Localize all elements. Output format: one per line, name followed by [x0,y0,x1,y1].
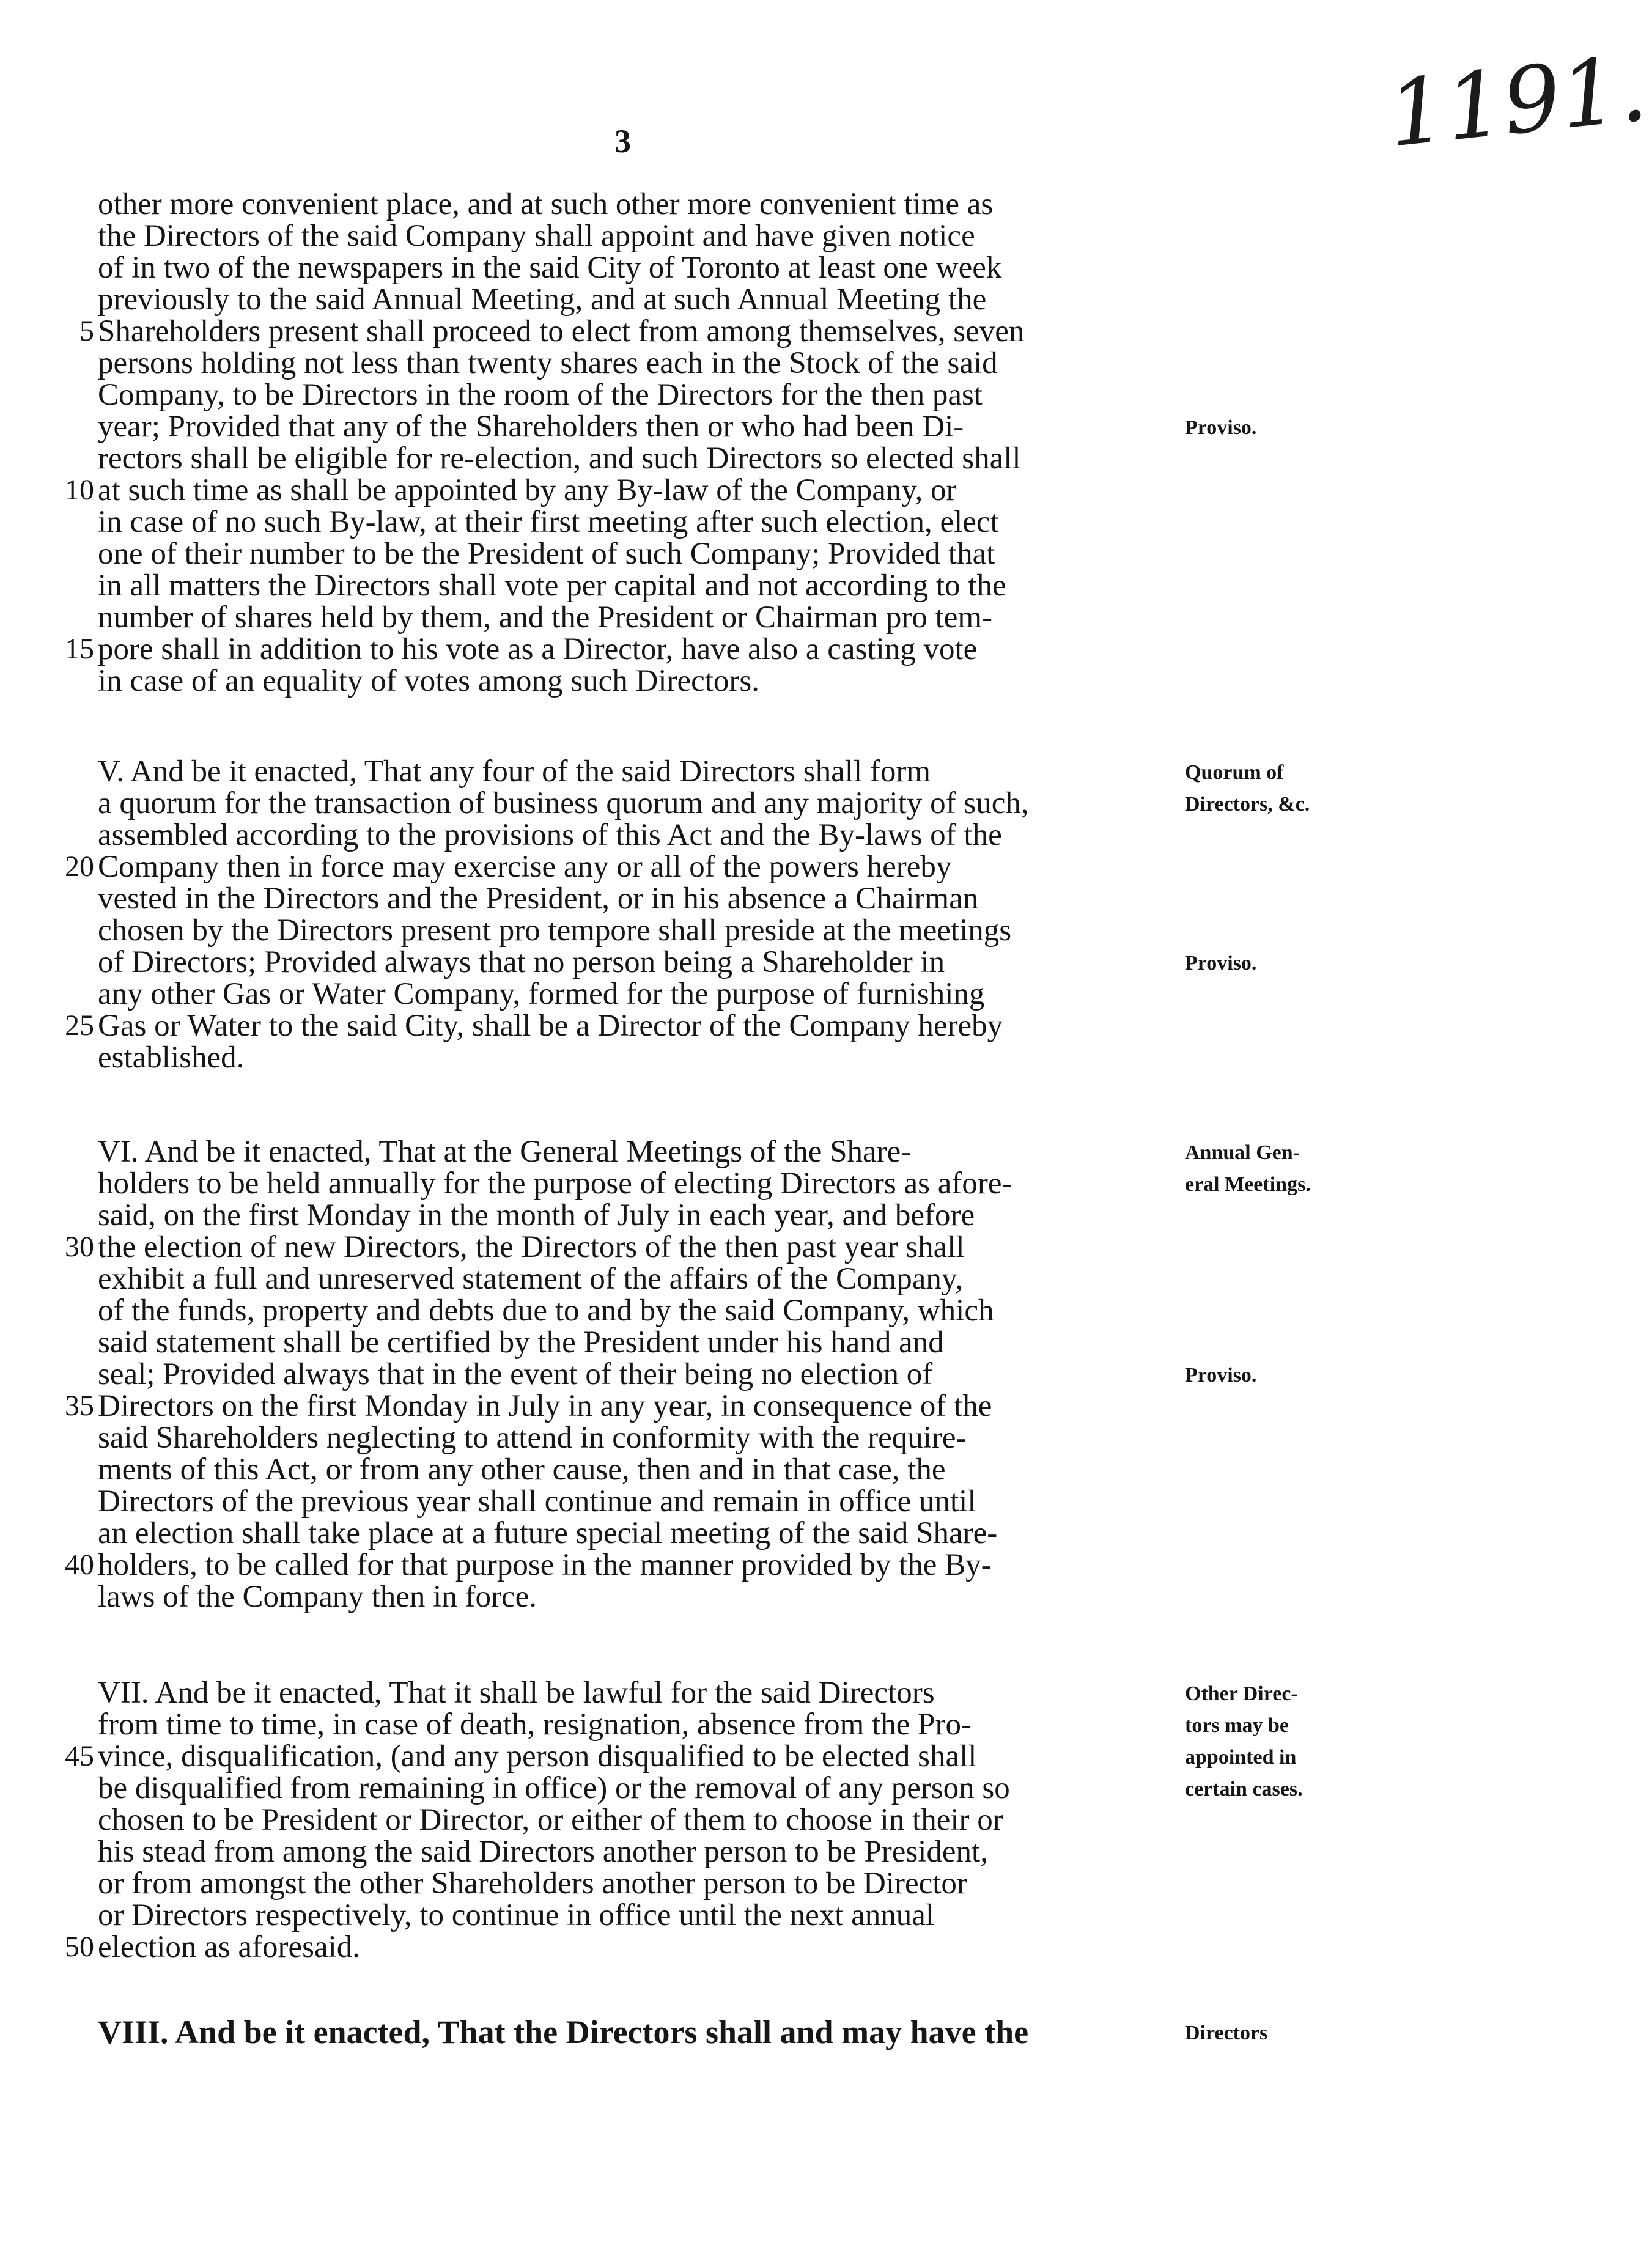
text-line: the election of new Directors, the Directors of the then past year shall [98,1230,965,1264]
text-line: Company then in force may exercise any or all of the powers hereby [98,850,952,884]
text-line: vested in the Directors and the President, or in his absence a Chairman [98,882,979,916]
text-line: exhibit a full and unreserved statement of the affairs of the Company, [98,1262,963,1296]
margin-note: Proviso. [1185,1364,1257,1387]
line-number: 40 [65,1549,94,1581]
line-number: 45 [65,1740,94,1772]
text-line: holders, to be called for that purpose in the manner provided by the By- [98,1548,992,1582]
page-number: 3 [614,123,631,160]
text-line: chosen by the Directors present pro tempore shall preside at the meetings [98,913,1012,948]
text-line: or from amongst the other Shareholders another person to be Director [98,1866,967,1901]
text-line: of Directors; Provided always that no person being a Shareholder in [98,945,945,979]
text-line: holders to be held annually for the purpose of electing Directors as afore- [98,1166,1012,1201]
text-line: a quorum for the transaction of business quorum and any majority of such, [98,786,1029,820]
text-line: any other Gas or Water Company, formed for the purpose of furnishing [98,977,985,1011]
margin-note: tors may be [1185,1714,1289,1737]
text-line: Company, to be Directors in the room of the Directors for the then past [98,378,983,412]
text-line: Gas or Water to the said City, shall be a Director of the Company hereby [98,1009,1003,1043]
text-line: his stead from among the said Directors another person to be President, [98,1835,988,1869]
line-number: 25 [65,1009,94,1042]
text-line: in case of an equality of votes among such Directors. [98,664,760,698]
margin-note: Directors [1185,2022,1268,2044]
line-number: 50 [65,1931,94,1963]
text-line: year; Provided that any of the Shareholders then or who had been Di- [98,410,964,444]
text-line: VII. And be it enacted, That it shall be lawful for the said Directors [98,1676,935,1710]
margin-note: Annual Gen- [1185,1141,1300,1164]
text-line: ments of this Act, or from any other cause, then and in that case, the [98,1453,946,1487]
margin-note: Directors, &c. [1185,793,1310,816]
margin-note: Proviso. [1185,952,1257,974]
text-line: in case of no such By-law, at their first meeting after such election, elect [98,505,999,539]
text-line: number of shares held by them, and the President or Chairman pro tem- [98,600,993,635]
margin-note: certain cases. [1185,1778,1303,1800]
text-line: Directors of the previous year shall continue and remain in office until [98,1484,976,1519]
text-line: vince, disqualification, (and any person disqualified to be elected shall [98,1739,977,1773]
line-number: 10 [65,474,94,506]
text-line: one of their number to be the President of such Company; Provided that [98,537,995,571]
text-line: at such time as shall be appointed by any By-law of the Company, or [98,473,957,507]
text-line: Shareholders present shall proceed to elect from among themselves, seven [98,314,1025,348]
margin-note: Quorum of [1185,761,1284,784]
text-line: in all matters the Directors shall vote per capital and not according to the [98,569,1006,603]
text-line: chosen to be President or Director, or either of them to choose in their or [98,1803,1003,1837]
text-line: previously to the said Annual Meeting, and at such Annual Meeting the [98,282,987,317]
text-line: seal; Provided always that in the event of their being no election of [98,1357,933,1391]
text-line: of in two of the newspapers in the said City of Toronto at least one week [98,251,1002,285]
text-line: the Directors of the said Company shall appoint and have given notice [98,219,975,253]
text-line: assembled according to the provisions of this Act and the By-laws of the [98,818,1002,852]
text-line: said, on the first Monday in the month of July in each year, and before [98,1198,975,1232]
text-line: persons holding not less than twenty shares each in the Stock of the said [98,346,998,380]
line-number: 35 [65,1390,94,1422]
margin-note: eral Meetings. [1185,1173,1311,1196]
margin-note: Other Direc- [1185,1682,1298,1705]
text-line: be disqualified from remaining in office) or the removal of any person so [98,1771,1010,1805]
text-line: other more convenient place, and at such other more convenient time as [98,187,994,221]
margin-note: appointed in [1185,1746,1297,1769]
line-number: 20 [65,850,94,883]
text-line: of the funds, property and debts due to and by the said Company, which [98,1294,994,1328]
handwritten-folio-number: 1191. [1383,35,1652,168]
text-line: from time to time, in case of death, resignation, absence from the Pro- [98,1707,972,1742]
text-line: VI. And be it enacted, That at the General Meetings of the Share- [98,1135,912,1169]
margin-note: Proviso. [1185,416,1257,439]
text-line: pore shall in addition to his vote as a Director, have also a casting vote [98,632,978,666]
text-line: Directors on the first Monday in July in any year, in consequence of the [98,1389,992,1423]
text-line: laws of the Company then in force. [98,1580,537,1614]
text-line: rectors shall be eligible for re-election, and such Directors so elected shall [98,441,1021,476]
text-line: said statement shall be certified by the President under his hand and [98,1325,944,1360]
text-line: VIII. And be it enacted, That the Directors shall and may have the [98,2014,1029,2050]
line-number: 30 [65,1231,94,1263]
text-line: or Directors respectively, to continue in office until the next annual [98,1898,935,1932]
line-number: 5 [79,315,94,347]
text-line: election as aforesaid. [98,1930,361,1964]
text-line: V. And be it enacted, That any four of the said Directors shall form [98,754,931,789]
line-number: 15 [65,633,94,665]
text-line: said Shareholders neglecting to attend in conformity with the require- [98,1421,967,1455]
text-line: an election shall take place at a future special meeting of the said Share- [98,1516,998,1550]
text-line: established. [98,1040,245,1075]
